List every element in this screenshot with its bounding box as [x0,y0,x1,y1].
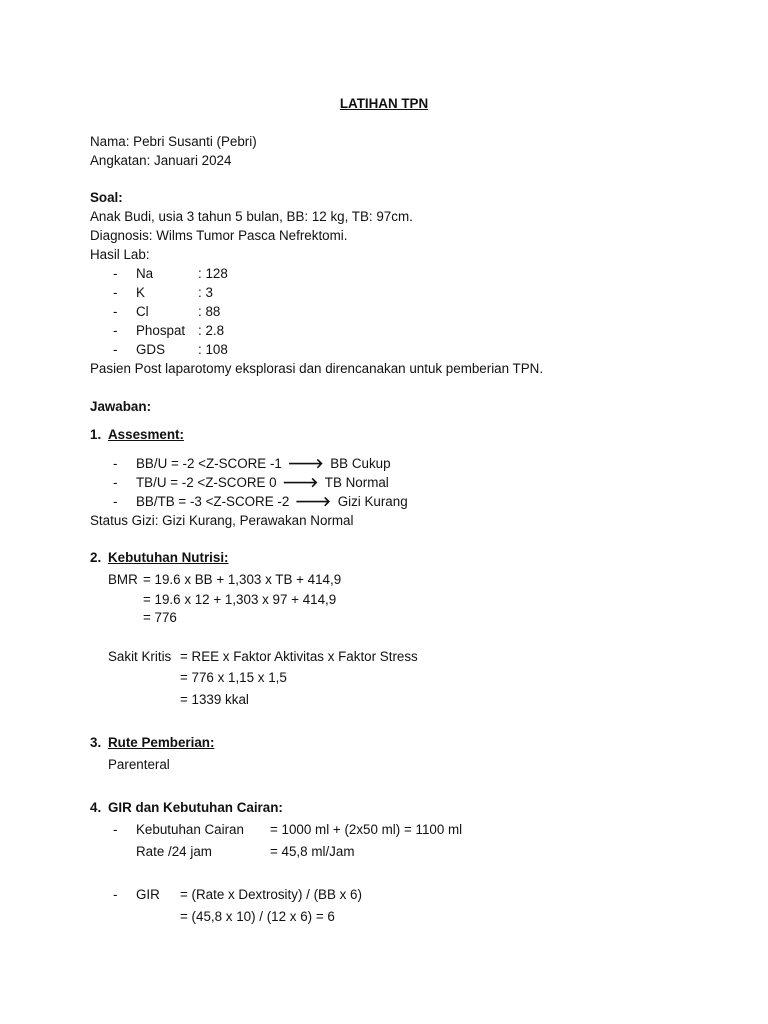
sakit-kritis-line: = REE x Faktor Aktivitas x Faktor Stress [180,649,418,664]
document-title: LATIHAN TPN [339,96,429,111]
rute-value: Parenteral [108,757,170,772]
section-4-number: 4. [90,800,102,815]
lab-name: GDS [136,342,166,357]
gir-dash: - [113,887,118,902]
lab-value: : 3 [198,285,213,300]
section-2-number: 2. [90,550,102,565]
arrow-right-icon: 🡒 [287,456,324,471]
gir-line: = (45,8 x 10) / (12 x 6) = 6 [180,909,335,924]
soal-heading: Soal: [90,190,123,205]
section-1-title: Assesment: [108,427,184,442]
lab-name: Phospat [136,323,186,338]
lab-name: Na [136,266,154,281]
cairan-value: = 1000 ml + (2x50 ml) = 1100 ml [270,822,463,837]
lab-dash: - [113,304,118,319]
header-angkatan: Angkatan: Januari 2024 [90,153,232,168]
assessment-right: Gizi Kurang [337,494,408,509]
section-3-number: 3. [90,735,102,750]
assessment-item [136,492,408,511]
assessment-dash: - [113,475,118,490]
assessment-item [136,454,391,473]
lab-dash: - [113,285,118,300]
assessment-dash: - [113,456,118,471]
lab-value: : 88 [198,304,221,319]
section-3-title: Rute Pemberian: [108,735,215,750]
cairan-label: Kebutuhan Cairan [136,822,244,837]
soal-closing: Pasien Post laparotomy eksplorasi dan direncanakan untuk pemberian TPN. [90,361,544,376]
gir-label: GIR [136,887,160,902]
gir-line: = (Rate x Dextrosity) / (BB x 6) [180,887,362,902]
assessment-right: BB Cukup [330,456,391,471]
lab-name: Cl [136,304,149,319]
sakit-kritis-line: = 1339 kkal [180,692,249,707]
status-gizi: Status Gizi: Gizi Kurang, Perawakan Normal [90,513,354,528]
section-4-title: GIR dan Kebutuhan Cairan: [108,800,283,815]
bmr-line: = 776 [143,610,177,625]
cairan-dash: - [113,822,118,837]
assessment-dash: - [113,494,118,509]
assessment-right: TB Normal [324,475,389,490]
lab-heading: Hasil Lab: [90,247,150,262]
bmr-line: = 19.6 x 12 + 1,303 x 97 + 414,9 [143,592,337,607]
lab-dash: - [113,323,118,338]
rate-value: = 45,8 ml/Jam [270,844,355,859]
section-2-title: Kebutuhan Nutrisi: [108,550,229,565]
assessment-left: TB/U = -2 <Z-SCORE 0 [136,475,277,490]
lab-value: : 128 [198,266,228,281]
bmr-line: = 19.6 x BB + 1,303 x TB + 414,9 [143,572,342,587]
lab-value: : 108 [198,342,228,357]
jawaban-heading: Jawaban: [90,399,152,414]
header-nama: Nama: Pebri Susanti (Pebri) [90,134,257,149]
section-1-number: 1. [90,427,102,442]
lab-value: : 2.8 [198,323,225,338]
lab-dash: - [113,266,118,281]
soal-line-1: Anak Budi, usia 3 tahun 5 bulan, BB: 12 kg, TB: 97cm. [90,209,413,224]
lab-dash: - [113,342,118,357]
bmr-label: BMR [108,572,138,587]
arrow-right-icon: 🡒 [282,475,319,490]
sakit-kritis-line: = 776 x 1,15 x 1,5 [180,670,287,685]
assessment-item [136,473,389,492]
assessment-left: BB/TB = -3 <Z-SCORE -2 [136,494,290,509]
sakit-kritis-label: Sakit Kritis [108,649,172,664]
assessment-left: BB/U = -2 <Z-SCORE -1 [136,456,282,471]
arrow-right-icon: 🡒 [295,494,331,509]
rate-label: Rate /24 jam [136,844,212,859]
lab-name: K [136,285,145,300]
soal-line-2: Diagnosis: Wilms Tumor Pasca Nefrektomi. [90,228,348,243]
